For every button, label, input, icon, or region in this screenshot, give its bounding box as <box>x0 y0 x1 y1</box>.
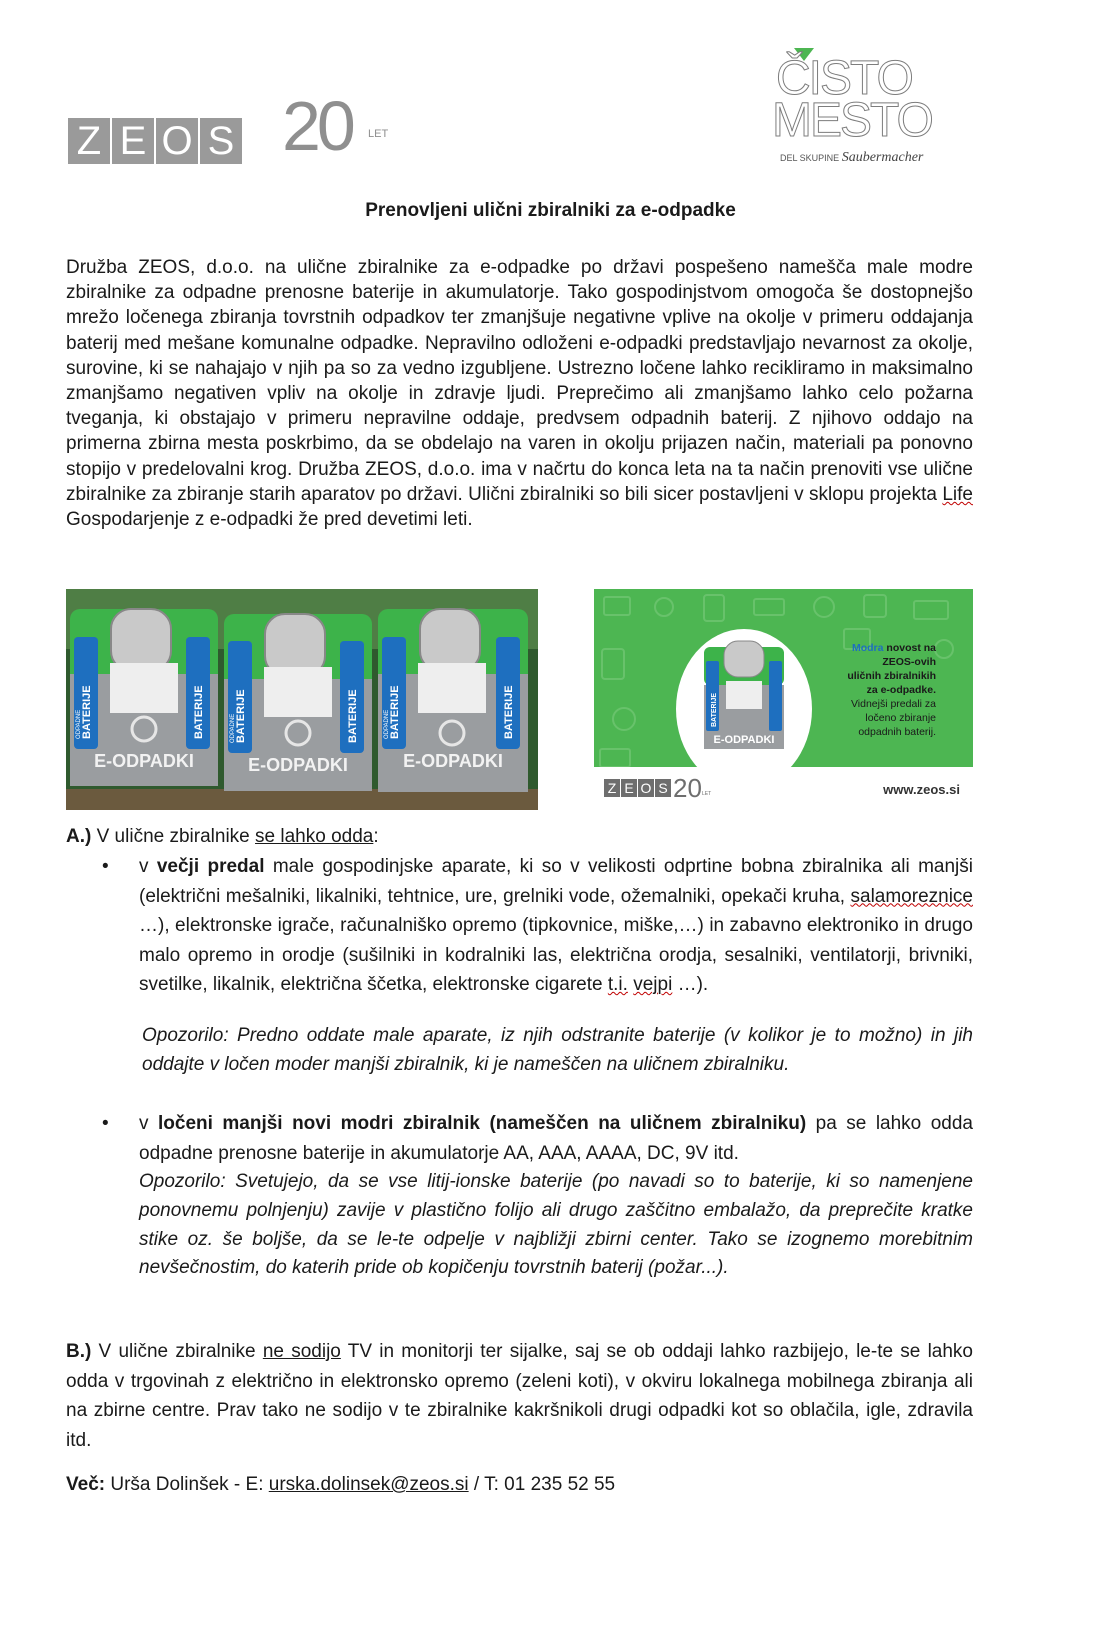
bullet-2-text <box>139 1109 973 1168</box>
intro-paragraph <box>66 255 973 532</box>
section-b-text: TV in monitorji ter sijalke, saj se ob oddaji lahko razbijejo, le-te se lahko odda v trgovinah z električno in elektronsko opremo (zeleni koti), v okviru lokalnega mobilnega zbiranja ali na zbirne centre. Prav tako ne sodijo v te zbiralnike kakršnikoli drugi odpadki kot so oblačila, igle, zdravila itd. <box>66 1341 973 1451</box>
poster-logo-let: LET <box>702 791 712 797</box>
bullet-1-wavy-word: salamoreznice <box>850 885 973 907</box>
photo-bin-label: E-ODPADKI <box>94 751 194 771</box>
cisto-logo-line2: MESTO <box>772 94 932 147</box>
poster-highlight-word: Modra <box>851 642 884 654</box>
bullet-1-warning: Opozorilo: Predno oddate male aparate, iz njih odstranite baterije (v kolikor je to možno) in jih oddajte v ločen moder manjši zbiralnik, ki je nameščen na uličnem zbiralniku. <box>142 1025 973 1075</box>
zeos-logo-letter: E <box>112 118 154 164</box>
section-b-underlined: ne sodijo <box>262 1341 341 1362</box>
zeos-poster-image <box>594 589 973 810</box>
cisto-logo-line1: ČISTO <box>776 52 912 105</box>
zeos-logo-letter: S <box>200 118 242 164</box>
photo-battery-small-label: ODPADNE <box>230 713 236 743</box>
bullet-1-wavy-word: t.i. <box>607 974 628 995</box>
zeos-poster-illustration <box>594 589 973 810</box>
photo-bin-label: E-ODPADKI <box>248 755 348 775</box>
poster-bin-label: E-ODPADKI <box>713 734 775 746</box>
section-a-intro-underlined: se lahko odda <box>255 826 374 847</box>
zeos-logo-let: LET <box>368 128 389 140</box>
bullet-2-bold: ločeni manjši novi modri zbiralnik (nameščen na uličnem zbiralniku) <box>158 1113 807 1134</box>
photo-battery-small-label: ODPADNE <box>76 709 82 739</box>
photo-battery-label: BATERIJE <box>81 685 93 739</box>
bullet-1-prefix: v <box>139 856 157 877</box>
bullet-2-warning: Opozorilo: Svetujejo, da se vse litij-ionske baterije (po navadi so to baterije, ki so namenjene ponovnemu polnjenju) zavije v plastično folijo ali drugo zaščitno embalažo, da preprečite kratke stike oz. še boljše, da se le-te odpelje v najbližji zbirni center. Tako se izognemo morebitnim nevšečnostim, do katerih pride ob kopičenju tovrstnih baterij (požar...). <box>139 1171 973 1279</box>
poster-text-line: ločeno zbiranje <box>865 712 936 724</box>
bullet-1-wavy-word: vejpi <box>633 974 673 995</box>
photo-battery-label: BATERIJE <box>193 685 205 739</box>
section-b-prefix: V ulične zbiralnike <box>91 1341 263 1362</box>
photo-battery-label: BATERIJE <box>347 689 359 743</box>
photo-battery-small-label: ODPADNE <box>384 709 390 739</box>
bullet-1-body-c: …). <box>672 974 709 995</box>
section-a-label: A.) <box>66 826 92 847</box>
poster-text-line: ZEOS-ovih <box>882 656 936 668</box>
poster-battery-label: BATERIJE <box>711 692 718 727</box>
section-a-intro-suffix: : <box>373 826 379 847</box>
bullet-marker: • <box>102 856 109 877</box>
street-bins-photo <box>66 589 538 810</box>
street-bins-illustration <box>66 589 538 810</box>
poster-url: www.zeos.si <box>883 782 960 797</box>
section-a-intro <box>66 822 973 852</box>
contact-name: Urša Dolinšek - E: <box>105 1474 269 1495</box>
contact-line <box>66 1472 615 1498</box>
photo-battery-label: BATERIJE <box>503 685 515 739</box>
poster-text-line: novost na <box>883 642 936 654</box>
cisto-mesto-logo <box>772 48 932 168</box>
bullet-marker: • <box>102 1113 109 1134</box>
poster-text-line: uličnih zbiralnikih <box>847 670 936 682</box>
zeos-logo-letter: O <box>156 118 198 164</box>
section-b-paragraph <box>66 1337 973 1455</box>
contact-phone: / T: 01 235 52 55 <box>468 1474 616 1495</box>
poster-logo-years: 20 <box>673 773 702 803</box>
zeos-logo-letter: Z <box>68 118 110 164</box>
contact-label: Več: <box>66 1474 106 1495</box>
zeos-20-let-logo <box>68 87 389 165</box>
document-title: Prenovljeni ulični zbiralniki za e-odpadke <box>365 200 736 221</box>
photo-bin-label: E-ODPADKI <box>403 751 503 771</box>
poster-logo-letter: O <box>640 780 652 796</box>
bullet-1-body-b: …), elektronske igrače, računalniško opremo (tipkovnice, miške,…) in zabavno elektroniko in drugo malo opremo in orodje (sušilniki in kodralniki las, električna orodja, sesalniki, ventilatorji, brivniki, svetilke, likalnik, električna ščetka, elektronske cigarete <box>139 915 973 995</box>
cisto-logo-sub-prefix: DEL SKUPINE <box>780 153 840 163</box>
poster-text-line: odpadnih baterij. <box>858 726 936 738</box>
section-b-label: B.) <box>66 1341 92 1362</box>
cisto-logo-subtitle <box>780 150 923 166</box>
bullet-2-body: pa se lahko odda odpadne prenosne baterije in akumulatorje AA, AAA, AAAA, DC, 9V itd. <box>139 1113 973 1164</box>
poster-text-line: Vidnejši predali za <box>850 698 936 710</box>
bullet-2-prefix: v <box>139 1113 158 1134</box>
intro-text: Družba ZEOS, d.o.o. na ulične zbiralnike za e-odpadke po državi pospešeno namešča male modre zbiralnike za odpadne prenosne baterije in akumulatorje. Tako gospodinjstvom omogoča še dostopnejšo mrežo ločenega zbiranja tovrstnih odpadkov ter zmanjšuje negativne vplive na okolje v primeru oddajanja baterij med mešane komunalne odpadke. Nepravilno odloženi e-odpadki predstavljajo nevarnost za okolje, surovine, ki se nahajajo v njih pa so za vedno izgubljene. Ustrezno ločene lahko recikliramo in maksimalno zmanjšamo negativen vpliv na okolje in zdravje ljudi. Preprečimo ali zmanjšamo lahko celo požarna tveganja, ki obstajajo v primeru nepravilne oddaje, predvsem odpadnih baterij. Z njihovo oddajo na primerna zbirna mesta poskrbimo, da se obdelajo na varen in okolju prijazen način, materiali pa ponovno stopijo v predelovalni krog. Družba ZEOS, d.o.o. ima v načrtu do konca leta na ta način prenoviti vse ulične zbiralnike za zbiranje starih aparatov po državi. Ulični zbiralniki so bili sicer postavljeni v sklopu projekta <box>66 257 973 505</box>
intro-life-word: Life <box>942 483 973 505</box>
bullet-1-bold: večji predal <box>156 856 265 877</box>
svg-text:Modra novost na <box>852 642 936 654</box>
zeos-logo-years: 20 <box>282 87 352 165</box>
contact-email-link[interactable]: urska.dolinsek@zeos.si <box>268 1474 469 1495</box>
poster-logo-letter: S <box>658 780 668 796</box>
poster-logo-letter: E <box>624 780 634 796</box>
cisto-logo-sub-brand: Saubermacher <box>841 150 924 165</box>
section-a-intro-text: V ulične zbiralnike <box>91 826 256 847</box>
photo-battery-label: BATERIJE <box>235 689 247 743</box>
bullet-1-body: male gospodinjske aparate, ki so v velikosti odprtine bobna zbiralnika ali manjši (električni mešalniki, likalniki, tehtnice, ure, grelniki vode, ožemalniki, opekači kruha, <box>139 856 973 907</box>
bullet-1-text <box>139 852 973 1000</box>
photo-battery-label: BATERIJE <box>389 685 401 739</box>
poster-logo-letter: Z <box>607 780 617 796</box>
poster-text-line: za e-odpadke. <box>866 684 936 696</box>
intro-text-end: Gospodarjenje z e-odpadki že pred devetimi leti. <box>66 509 473 531</box>
